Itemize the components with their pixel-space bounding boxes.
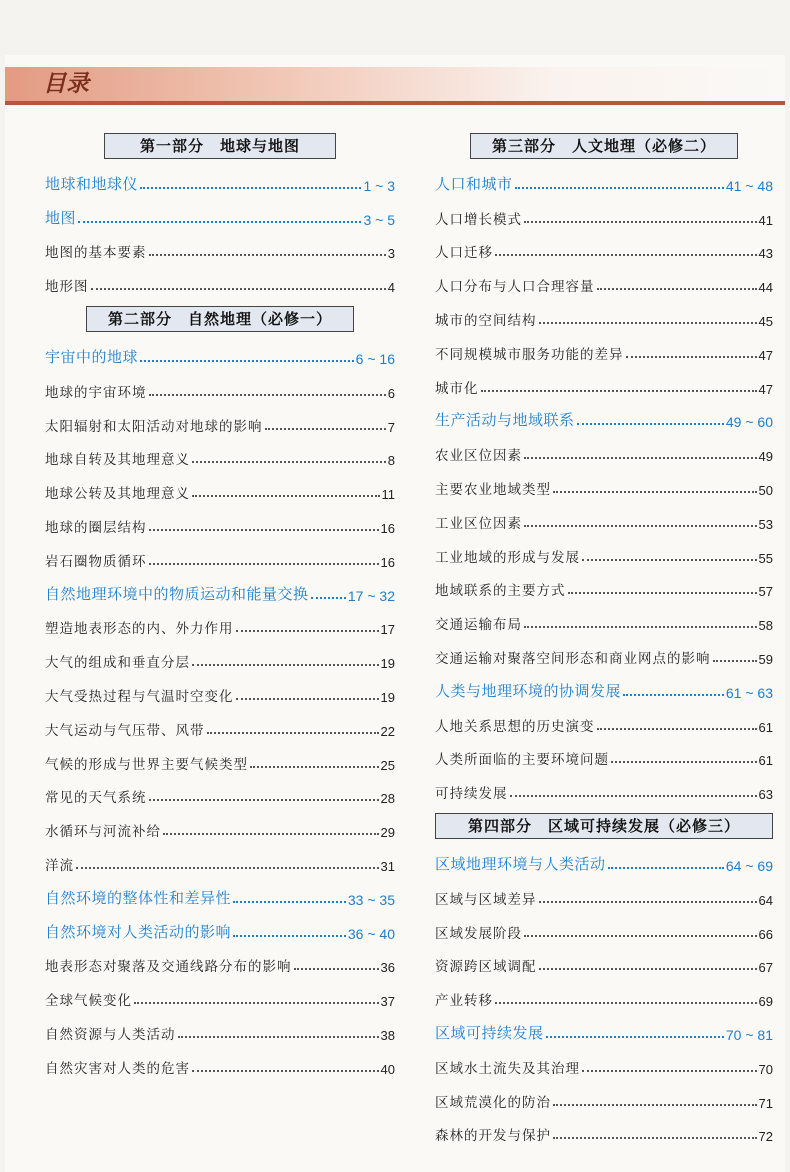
dot-leader	[233, 901, 346, 903]
dot-leader	[192, 1070, 379, 1072]
toc-entry-title: 常见的天气系统	[45, 790, 147, 807]
toc-page-number: 72	[758, 1129, 773, 1145]
toc-page-number: 66	[758, 926, 773, 942]
toc-entry-title: 城市的空间结构	[435, 312, 537, 329]
toc-entry-title: 区域荒漠化的防治	[435, 1094, 551, 1111]
dot-leader	[524, 626, 757, 628]
toc-item-row[interactable]	[435, 877, 773, 911]
toc-entry-title: 地形图	[45, 279, 89, 296]
toc-entry-title: 地球和地球仪	[45, 174, 139, 193]
toc-page-number: 61	[758, 753, 773, 769]
toc-page-number: 17 ~ 32	[347, 587, 395, 604]
dot-leader	[140, 187, 361, 189]
toc-item-row[interactable]	[45, 1012, 395, 1046]
toc-entry-title: 地球公转及其地理意义	[45, 486, 190, 503]
dot-leader	[163, 833, 379, 835]
toc-page-number: 3	[387, 246, 395, 262]
toc-page-number: 29	[380, 825, 395, 841]
toc-entry-title: 自然地理环境中的物质运动和能量交换	[45, 584, 309, 603]
toc-page-number: 67	[758, 960, 773, 976]
dot-leader	[294, 968, 379, 970]
toc-item-row[interactable]	[45, 370, 395, 404]
toc-entry-title: 区域地理环境与人类活动	[435, 854, 606, 873]
toc-entry-title: 交通运输对聚落空间形态和商业网点的影响	[435, 650, 711, 667]
toc-item-row[interactable]	[45, 264, 395, 298]
toc-item-row[interactable]	[45, 438, 395, 472]
toc-page-number: 22	[380, 723, 395, 739]
toc-entry-title: 城市化	[435, 380, 479, 397]
toc-entry-title: 农业区位因素	[435, 448, 522, 465]
toc-page-number: 71	[758, 1095, 773, 1111]
dot-leader	[149, 799, 379, 801]
toc-entry-title: 自然环境的整体性和差异性	[45, 888, 232, 907]
toc-chapter-row[interactable]	[45, 573, 395, 607]
dot-leader	[192, 495, 380, 497]
dot-leader	[481, 390, 757, 392]
toc-chapter-row[interactable]	[435, 400, 773, 434]
toc-page-number: 47	[758, 381, 773, 397]
toc-page-number: 57	[758, 584, 773, 600]
dot-leader	[539, 322, 757, 324]
toc-entry-title: 人口迁移	[435, 245, 493, 262]
toc-item-row[interactable]	[45, 843, 395, 877]
toc-entry-title: 自然资源与人类活动	[45, 1026, 176, 1043]
toc-item-row[interactable]	[435, 1046, 773, 1080]
toc-entry-title: 宇宙中的地球	[45, 347, 139, 366]
toc-entry-title: 地表形态对聚落及交通线路分布的影响	[45, 959, 292, 976]
dot-leader	[233, 935, 346, 937]
toc-item-row[interactable]	[45, 404, 395, 438]
dot-leader	[236, 630, 379, 632]
toc-left-column	[45, 133, 395, 1080]
toc-item-row[interactable]	[435, 366, 773, 400]
toc-chapter-row[interactable]	[45, 163, 395, 197]
toc-page-number: 49 ~ 60	[725, 414, 773, 431]
toc-page-number: 3 ~ 5	[363, 211, 395, 228]
dot-leader	[236, 698, 379, 700]
toc-page-number: 1 ~ 3	[363, 177, 395, 194]
dot-leader	[76, 867, 379, 869]
toc-item-row[interactable]	[45, 809, 395, 843]
page-title: 目录	[43, 70, 89, 97]
section-spacer	[435, 805, 773, 813]
toc-page-number: 8	[387, 453, 395, 469]
dot-leader	[265, 428, 386, 430]
toc-entry-title: 生产活动与地域联系	[435, 411, 575, 430]
section-heading: 第一部分 地球与地图	[104, 133, 336, 159]
toc-entry-title: 地图	[45, 208, 77, 227]
dot-leader	[91, 288, 386, 290]
toc-chapter-row[interactable]	[435, 1012, 773, 1046]
toc-entry-title: 太阳辐射和太阳活动对地球的影响	[45, 418, 263, 435]
dot-leader	[608, 867, 724, 869]
toc-entry-title: 大气运动与气压带、风带	[45, 722, 205, 739]
toc-entry-title: 森林的开发与保护	[435, 1128, 551, 1145]
toc-chapter-row[interactable]	[435, 163, 773, 197]
toc-item-row[interactable]	[45, 1046, 395, 1080]
dot-leader	[495, 1002, 757, 1004]
dot-leader	[515, 187, 724, 189]
toc-page-number: 45	[758, 313, 773, 329]
toc-entry-title: 地球的宇宙环境	[45, 384, 147, 401]
toc-item-row[interactable]	[435, 433, 773, 467]
toc-chapter-row[interactable]	[45, 911, 395, 945]
toc-item-row[interactable]	[435, 332, 773, 366]
dot-leader	[597, 728, 757, 730]
toc-item-row[interactable]	[435, 945, 773, 979]
toc-entry-title: 人口增长模式	[435, 211, 522, 228]
section-spacer	[45, 298, 395, 306]
toc-page-number: 19	[380, 656, 395, 672]
toc-page-number: 4	[387, 280, 395, 296]
dot-leader	[250, 766, 379, 768]
toc-item-row[interactable]	[45, 505, 395, 539]
toc-page-number: 6 ~ 16	[355, 350, 395, 367]
dot-leader	[539, 968, 757, 970]
toc-item-row[interactable]	[435, 501, 773, 535]
toc-item-row[interactable]	[45, 742, 395, 776]
toc-page-number: 38	[380, 1027, 395, 1043]
toc-page-number: 50	[758, 482, 773, 498]
toc-page-number: 36 ~ 40	[347, 925, 395, 942]
toc-item-row[interactable]	[45, 708, 395, 742]
toc-page-number: 61 ~ 63	[725, 684, 773, 701]
toc-entry-title: 塑造地表形态的内、外力作用	[45, 621, 234, 638]
toc-page-number: 36	[380, 960, 395, 976]
toc-item-row[interactable]	[435, 1080, 773, 1114]
toc-item-row[interactable]	[45, 607, 395, 641]
toc-page-number: 41 ~ 48	[725, 177, 773, 194]
toc-entry-title: 自然环境对人类活动的影响	[45, 922, 232, 941]
toc-right-column	[435, 133, 773, 1147]
section-heading: 第二部分 自然地理（必修一）	[86, 306, 354, 332]
toc-page-number: 64	[758, 892, 773, 908]
toc-entry-title: 人口分布与人口合理容量	[435, 279, 595, 296]
dot-leader	[192, 461, 386, 463]
toc-entry-title: 大气的组成和垂直分层	[45, 655, 190, 672]
toc-entry-title: 水循环与河流补给	[45, 824, 161, 841]
dot-leader	[553, 1137, 757, 1139]
dot-leader	[524, 935, 757, 937]
toc-item-row[interactable]	[435, 298, 773, 332]
toc-page-number: 40	[380, 1061, 395, 1077]
toc-item-row[interactable]	[435, 738, 773, 772]
dot-leader	[192, 664, 379, 666]
dot-leader	[623, 694, 724, 696]
toc-chapter-row[interactable]	[45, 197, 395, 231]
toc-entry-title: 地图的基本要素	[45, 245, 147, 262]
dot-leader	[626, 356, 757, 358]
toc-entry-title: 不同规模城市服务功能的差异	[435, 346, 624, 363]
toc-item-row[interactable]	[435, 636, 773, 670]
dot-leader	[524, 525, 757, 527]
toc-item-row[interactable]	[435, 467, 773, 501]
toc-page-number: 61	[758, 719, 773, 735]
toc-page-number: 16	[380, 554, 395, 570]
toc-page-number: 64 ~ 69	[725, 857, 773, 874]
toc-page-number: 63	[758, 787, 773, 803]
toc-page-number: 17	[380, 622, 395, 638]
dot-leader	[495, 254, 757, 256]
dot-leader	[134, 1002, 379, 1004]
dot-leader	[539, 901, 757, 903]
toc-item-row[interactable]	[435, 231, 773, 265]
dot-leader	[207, 732, 379, 734]
toc-page-number: 49	[758, 449, 773, 465]
toc-item-row[interactable]	[435, 197, 773, 231]
toc-page-number: 70	[758, 1061, 773, 1077]
dot-leader	[713, 660, 757, 662]
toc-entry-title: 地域联系的主要方式	[435, 583, 566, 600]
toc-entry-title: 气候的形成与世界主要气候类型	[45, 756, 248, 773]
toc-item-row[interactable]	[435, 569, 773, 603]
toc-entry-title: 工业地域的形成与发展	[435, 549, 580, 566]
toc-entry-title: 区域水土流失及其治理	[435, 1060, 580, 1077]
toc-entry-title: 区域可持续发展	[435, 1023, 544, 1042]
toc-item-row[interactable]	[435, 1114, 773, 1148]
toc-page-number: 16	[380, 520, 395, 536]
toc-entry-title: 全球气候变化	[45, 993, 132, 1010]
toc-item-row[interactable]	[435, 264, 773, 298]
toc-page-number: 6	[387, 385, 395, 401]
toc-page-number: 58	[758, 618, 773, 634]
toc-entry-title: 产业转移	[435, 993, 493, 1010]
toc-item-row[interactable]	[435, 771, 773, 805]
toc-chapter-row[interactable]	[435, 843, 773, 877]
toc-entry-title: 人口和城市	[435, 174, 513, 193]
dot-leader	[553, 491, 757, 493]
toc-page-number: 55	[758, 550, 773, 566]
toc-item-row[interactable]	[45, 776, 395, 810]
section-heading: 第四部分 区域可持续发展（必修三）	[435, 813, 773, 839]
toc-page-number: 44	[758, 280, 773, 296]
toc-entry-title: 大气受热过程与气温时空变化	[45, 688, 234, 705]
dot-leader	[568, 592, 757, 594]
toc-entry-title: 人类与地理环境的协调发展	[435, 681, 622, 700]
toc-entry-title: 区域与区域差异	[435, 891, 537, 908]
toc-entry-title: 可持续发展	[435, 786, 508, 803]
toc-page-number: 31	[380, 858, 395, 874]
toc-page-number: 47	[758, 347, 773, 363]
toc-chapter-row[interactable]	[45, 877, 395, 911]
header-divider	[5, 101, 785, 105]
dot-leader	[149, 254, 386, 256]
toc-page-number: 37	[380, 994, 395, 1010]
dot-leader	[140, 360, 354, 362]
toc-page	[5, 55, 785, 1172]
header-band	[5, 67, 785, 101]
toc-page-number: 7	[387, 419, 395, 435]
dot-leader	[611, 761, 757, 763]
toc-item-row[interactable]	[45, 674, 395, 708]
dot-leader	[582, 559, 757, 561]
toc-item-row[interactable]	[435, 535, 773, 569]
dot-leader	[582, 1070, 757, 1072]
dot-leader	[524, 457, 757, 459]
dot-leader	[149, 394, 386, 396]
dot-leader	[78, 221, 361, 223]
toc-entry-title: 人地关系思想的历史演变	[435, 718, 595, 735]
toc-page-number: 33 ~ 35	[347, 891, 395, 908]
toc-item-row[interactable]	[435, 602, 773, 636]
dot-leader	[149, 563, 379, 565]
toc-entry-title: 岩石圈物质循环	[45, 553, 147, 570]
toc-entry-title: 地球自转及其地理意义	[45, 452, 190, 469]
toc-entry-title: 工业区位因素	[435, 515, 522, 532]
toc-entry-title: 人类所面临的主要环境问题	[435, 752, 609, 769]
dot-leader	[178, 1036, 379, 1038]
toc-entry-title: 区域发展阶段	[435, 925, 522, 942]
toc-entry-title: 地球的圈层结构	[45, 519, 147, 536]
toc-item-row[interactable]	[45, 539, 395, 573]
toc-chapter-row[interactable]	[45, 336, 395, 370]
dot-leader	[311, 597, 346, 599]
dot-leader	[553, 1104, 757, 1106]
toc-chapter-row[interactable]	[435, 670, 773, 704]
toc-entry-title: 洋流	[45, 857, 74, 874]
toc-page-number: 41	[758, 212, 773, 228]
toc-page-number: 19	[380, 689, 395, 705]
toc-item-row[interactable]	[45, 640, 395, 674]
dot-leader	[597, 288, 757, 290]
toc-page-number: 11	[381, 487, 395, 503]
toc-item-row[interactable]	[45, 231, 395, 265]
dot-leader	[524, 221, 757, 223]
dot-leader	[510, 795, 757, 797]
section-heading: 第三部分 人文地理（必修二）	[470, 133, 738, 159]
dot-leader	[149, 529, 379, 531]
toc-page-number: 53	[758, 516, 773, 532]
toc-page-number: 25	[380, 757, 395, 773]
toc-page-number: 28	[380, 791, 395, 807]
toc-entry-title: 交通运输布局	[435, 617, 522, 634]
toc-item-row[interactable]	[45, 978, 395, 1012]
toc-entry-title: 主要农业地域类型	[435, 481, 551, 498]
toc-item-row[interactable]	[435, 978, 773, 1012]
dot-leader	[546, 1036, 724, 1038]
toc-page-number: 59	[758, 651, 773, 667]
toc-page-number: 69	[758, 994, 773, 1010]
toc-item-row[interactable]	[45, 945, 395, 979]
toc-entry-title: 资源跨区域调配	[435, 959, 537, 976]
toc-page-number: 70 ~ 81	[725, 1026, 773, 1043]
toc-item-row[interactable]	[435, 911, 773, 945]
dot-leader	[577, 423, 724, 425]
toc-page-number: 43	[758, 246, 773, 262]
toc-entry-title: 自然灾害对人类的危害	[45, 1060, 190, 1077]
toc-item-row[interactable]	[435, 704, 773, 738]
toc-item-row[interactable]	[45, 471, 395, 505]
